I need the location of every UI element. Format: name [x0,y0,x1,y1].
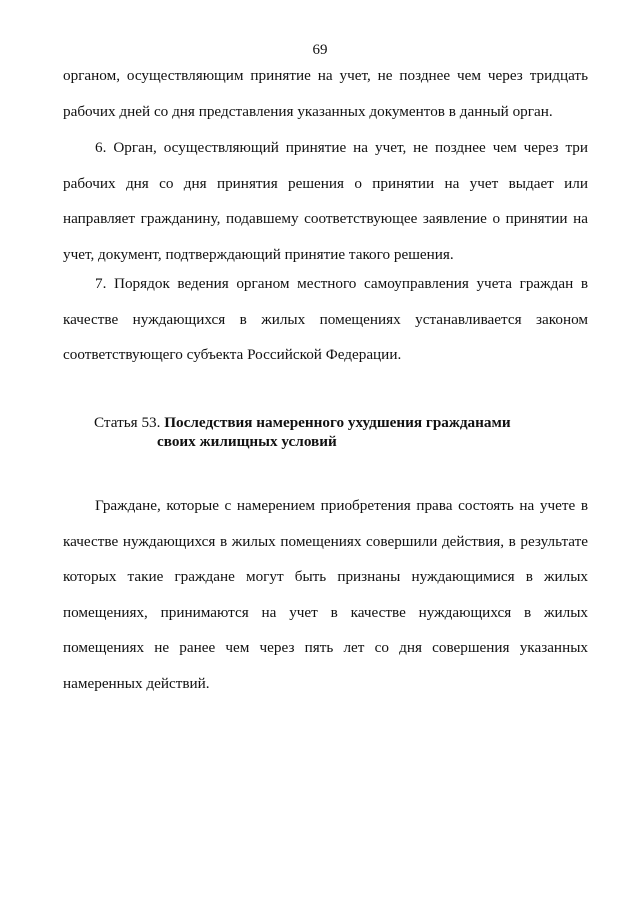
article-body-text: Граждане, которые с намерением приобретения права состоять на учете в качестве нуждающихся в жилых помещениях совершили действия, в результате которых такие граждане могут быть признаны нуждающимися в жилых помещениях, принимаются на учет в качестве нуждающихся в жилых помещениях не ранее чем через пять лет со дня совершения указанных намеренных действий. [63,497,588,692]
paragraph-7-text: 7. Порядок ведения органом местного самоуправления учета граждан в качестве нуждающихся в жилых помещениях устанавливается законом соответствующего субъекта Российской Федерации. [63,275,588,363]
paragraph-7 [63,266,588,373]
continuation-paragraph [63,58,588,129]
article-heading [94,413,574,451]
article-label: Статья 53. [94,414,161,431]
continuation-text: органом, осуществляющим принятие на учет, не позднее чем через тридцать рабочих дней со дня представления указанных документов в данный орган. [63,67,588,120]
paragraph-6 [63,130,588,272]
paragraph-6-text: 6. Орган, осуществляющий принятие на учет, не позднее чем через три рабочих дня со дня принятия решения о принятии на учет выдает или направляет гражданину, подавшему соответствующее заявление о принятии на учет, документ, подтверждающий принятие такого решения. [63,139,588,263]
article-title-line2: своих жилищных условий [157,433,337,450]
page-number: 69 [312,42,328,58]
article-title-line1: Последствия намеренного ухудшения гражданами [164,414,511,431]
article-body [63,488,588,701]
